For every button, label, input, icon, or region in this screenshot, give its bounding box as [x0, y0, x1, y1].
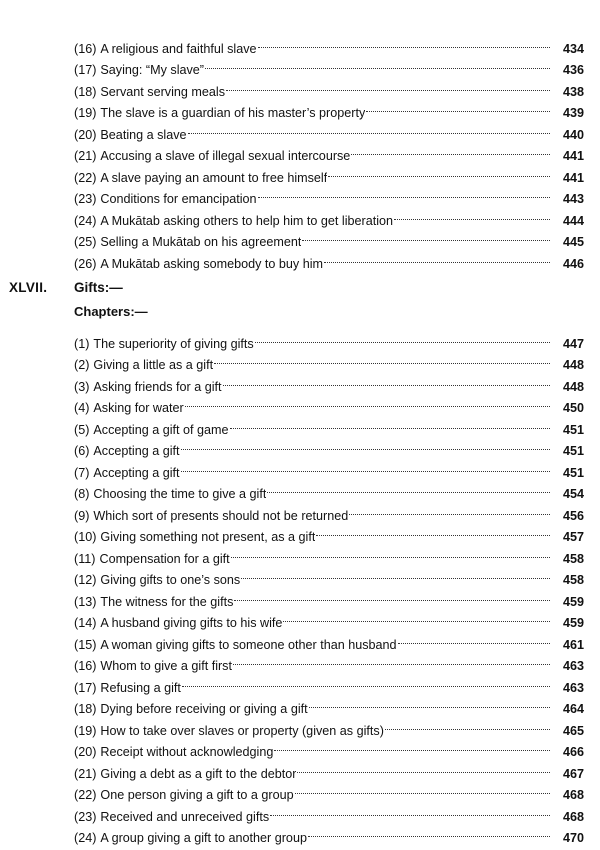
- entry-number: (21): [74, 149, 97, 163]
- entry-page-number: 458: [562, 551, 584, 566]
- entry-title: Dying before receiving or giving a gift: [100, 702, 308, 716]
- entry-page-number: 443: [562, 192, 584, 206]
- dot-leader: [214, 348, 550, 370]
- entry-title: Received and unreceived gifts: [100, 809, 270, 824]
- dot-leader: [302, 225, 550, 247]
- entry-number: (3): [74, 379, 90, 394]
- section-header-gifts: [0, 280, 600, 322]
- entry-title: Conditions for emancipation: [100, 192, 257, 206]
- entry-page-number: 439: [562, 106, 584, 120]
- dot-leader: [233, 649, 550, 671]
- entry-page-number: 448: [562, 358, 584, 372]
- entry-title: Saying: “My slave”: [100, 63, 204, 77]
- entry-page-number: 467: [562, 766, 584, 781]
- entry-title: Giving gifts to one’s sons: [100, 573, 241, 587]
- dot-leader: [274, 735, 550, 757]
- entry-page-number: 463: [562, 659, 584, 673]
- entry-number: (17): [74, 680, 97, 695]
- entry-page-number: 458: [562, 573, 584, 587]
- entry-title: Which sort of presents should not be returned: [93, 508, 349, 523]
- entry-title: Asking friends for a gift: [93, 379, 222, 394]
- entry-page-number: 454: [562, 487, 584, 501]
- entry-page-number: 450: [562, 401, 584, 415]
- entry-title: The slave is a guardian of his master’s property: [100, 106, 366, 120]
- entry-title: A group giving a gift to another group: [100, 831, 307, 845]
- entry-number: (19): [74, 723, 97, 738]
- toc-list-gifts: [74, 326, 584, 845]
- entry-title: Giving a debt as a gift to the debtor: [100, 766, 297, 781]
- entry-title: A Mukātab asking somebody to buy him: [100, 256, 324, 271]
- entry-number: (10): [74, 530, 97, 544]
- dot-leader: [258, 182, 550, 204]
- entry-number: (22): [74, 170, 97, 185]
- entry-number: (2): [74, 358, 90, 372]
- entry-title: Accepting a gift of game: [93, 422, 229, 437]
- entry-title: Compensation for a gift: [99, 551, 230, 566]
- entry-page-number: 444: [562, 213, 584, 228]
- entry-page-number: 446: [562, 256, 584, 271]
- entry-page-number: 451: [562, 422, 584, 437]
- entry-title: Giving a little as a gift: [93, 358, 214, 372]
- dot-leader: [316, 520, 550, 542]
- entry-title: A religious and faithful slave: [100, 41, 257, 56]
- entry-title: A woman giving gifts to someone other than husband: [100, 637, 397, 652]
- entry-title: A Mukātab asking others to help him to get liberation: [100, 213, 394, 228]
- entry-page-number: 456: [562, 508, 584, 523]
- dot-leader: [185, 391, 550, 413]
- entry-number: (13): [74, 594, 97, 609]
- dot-leader: [394, 203, 550, 225]
- dot-leader: [270, 799, 550, 821]
- entry-title: Accepting a gift: [93, 465, 180, 480]
- section-number: XLVII.: [9, 280, 48, 295]
- dot-leader: [223, 369, 550, 391]
- dot-leader: [181, 455, 550, 477]
- entry-number: (12): [74, 573, 97, 587]
- entry-number: (6): [74, 444, 90, 458]
- entry-number: (26): [74, 256, 97, 271]
- entry-number: (24): [74, 831, 97, 845]
- entry-page-number: 445: [562, 235, 584, 249]
- entry-number: (7): [74, 465, 90, 480]
- entry-page-number: 447: [562, 336, 584, 351]
- entry-number: (24): [74, 213, 97, 228]
- entry-number: (1): [74, 336, 90, 351]
- entry-page-number: 461: [562, 637, 584, 652]
- entry-page-number: 448: [562, 379, 584, 394]
- entry-number: (18): [74, 84, 97, 99]
- entry-number: (16): [74, 41, 97, 56]
- dot-leader: [283, 606, 550, 628]
- dot-leader: [205, 53, 550, 75]
- entry-title: Beating a slave: [100, 127, 187, 142]
- entry-title: The witness for the gifts: [100, 594, 234, 609]
- dot-leader: [234, 584, 550, 606]
- entry-number: (23): [74, 192, 97, 206]
- dot-leader: [328, 160, 550, 182]
- entry-title: Refusing a gift: [100, 680, 181, 695]
- entry-page-number: 464: [562, 702, 584, 716]
- dot-leader: [349, 498, 550, 520]
- entry-title: Accusing a slave of illegal sexual intercourse: [100, 149, 351, 163]
- dot-leader: [398, 627, 550, 649]
- entry-number: (9): [74, 508, 90, 523]
- entry-page-number: 441: [562, 170, 584, 185]
- entry-number: (21): [74, 766, 97, 781]
- entry-number: (8): [74, 487, 90, 501]
- section-heading: [0, 280, 600, 302]
- dot-leader: [188, 117, 550, 139]
- dot-leader: [241, 563, 550, 585]
- entry-page-number: 466: [562, 745, 584, 759]
- chapters-label: Chapters:—: [74, 304, 148, 319]
- entry-title: One person giving a gift to a group: [100, 788, 294, 802]
- toc-list-slaves: [74, 31, 584, 271]
- dot-leader: [308, 821, 550, 843]
- dot-leader: [182, 670, 550, 692]
- dot-leader: [366, 96, 550, 118]
- entry-title: Servant serving meals: [100, 84, 225, 99]
- entry-page-number: 451: [562, 444, 584, 458]
- entry-page-number: 438: [562, 84, 584, 99]
- dot-leader: [324, 246, 550, 268]
- entry-page-number: 457: [562, 530, 584, 544]
- entry-page-number: 470: [562, 831, 584, 845]
- entry-title: A husband giving gifts to his wife: [100, 616, 283, 630]
- entry-number: (22): [74, 788, 97, 802]
- entry-page-number: 468: [562, 809, 584, 824]
- entry-number: (16): [74, 659, 97, 673]
- dot-leader: [385, 713, 550, 735]
- dot-leader: [226, 74, 550, 96]
- entry-title: How to take over slaves or property (given as gifts): [100, 723, 384, 738]
- entry-number: (17): [74, 63, 97, 77]
- entry-page-number: 451: [562, 465, 584, 480]
- entry-number: (4): [74, 401, 90, 415]
- entry-page-number: 465: [562, 723, 584, 738]
- entry-number: (15): [74, 637, 97, 652]
- entry-page-number: 436: [562, 63, 584, 77]
- entry-page-number: 441: [562, 149, 584, 163]
- entry-number: (23): [74, 809, 97, 824]
- dot-leader: [297, 756, 550, 778]
- dot-leader: [230, 412, 550, 434]
- dot-leader: [231, 541, 550, 563]
- entry-title: Choosing the time to give a gift: [93, 487, 267, 501]
- entry-title: A slave paying an amount to free himself: [100, 170, 328, 185]
- entry-number: (5): [74, 422, 90, 437]
- entry-title: Receipt without acknowledging: [100, 745, 274, 759]
- dot-leader: [267, 477, 550, 499]
- section-title: Gifts:—: [74, 280, 123, 295]
- entry-page-number: 463: [562, 680, 584, 695]
- entry-title: Selling a Mukātab on his agreement: [100, 235, 302, 249]
- entry-number: (11): [74, 551, 96, 566]
- toc-entry: [74, 31, 584, 56]
- entry-page-number: 434: [562, 41, 584, 56]
- entry-number: (25): [74, 235, 97, 249]
- entry-title: Whom to give a gift first: [100, 659, 232, 673]
- entry-title: The superiority of giving gifts: [93, 336, 254, 351]
- entry-number: (20): [74, 127, 97, 142]
- entry-page-number: 468: [562, 788, 584, 802]
- entry-number: (18): [74, 702, 97, 716]
- entry-page-number: 459: [562, 594, 584, 609]
- entry-title: Accepting a gift: [93, 444, 180, 458]
- toc-entry: [74, 326, 584, 351]
- entry-page-number: 459: [562, 616, 584, 630]
- dot-leader: [351, 139, 550, 161]
- dot-leader: [309, 692, 550, 714]
- entry-title: Giving something not present, as a gift: [100, 530, 316, 544]
- entry-number: (20): [74, 745, 97, 759]
- dot-leader: [295, 778, 550, 800]
- dot-leader: [255, 326, 550, 348]
- entry-page-number: 440: [562, 127, 584, 142]
- dot-leader: [258, 31, 550, 53]
- entry-number: (19): [74, 106, 97, 120]
- dot-leader: [181, 434, 550, 456]
- entry-number: (14): [74, 616, 97, 630]
- entry-title: Asking for water: [93, 401, 184, 415]
